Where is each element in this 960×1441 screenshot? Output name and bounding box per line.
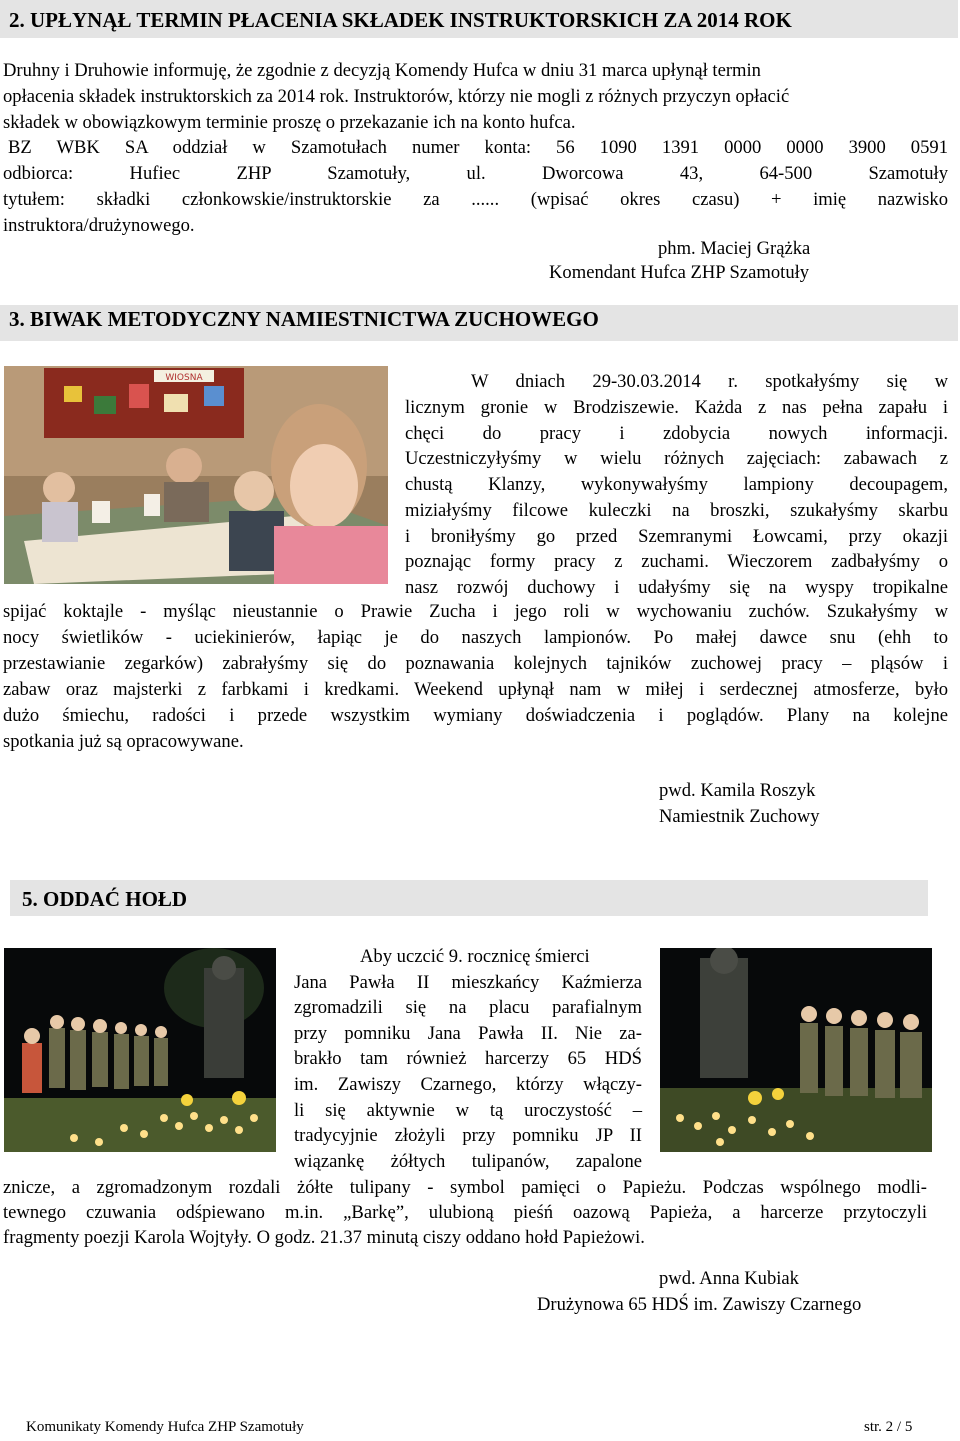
section-2-recipient-line: odbiorca: Hufiec ZHP Szamotuły, ul. Dworcowa 43, 64-500 Szamotuły [3, 163, 948, 184]
section-2-line-3: składek w obowiązkowym terminie proszę o przekazanie ich na konto hufca. [3, 112, 576, 133]
section-5-center-line-1: Aby uczcić 9. rocznicę śmierci [360, 946, 590, 967]
section-3-side-line-5: chustą Klanzy, wykonywałyśmy lampiony decoupagem, [405, 474, 948, 495]
workshop-photo [4, 366, 388, 584]
section-3-side-line-7: i broniłyśmy go przed Szemranymi Łowcami, przy okazji [405, 526, 948, 547]
section-2-line-1: Druhny i Druhowie informuję, że zgodnie z decyzją Komendy Hufca w dniu 31 marca upłynął termin [3, 60, 761, 81]
section-5-center-line-6: im. Zawiszy Czarnego, którzy włączy- [294, 1074, 642, 1095]
section-5-signature-name: pwd. Anna Kubiak [659, 1268, 799, 1289]
section-3-full-line-3: przestawianie zegarków) zabrałyśmy się do poznawania kolejnych tajników zuchowej pracy – pląsów i [3, 653, 948, 674]
section-3-full-line-5: dużo śmiechu, radości i przede wszystkim wymiany doświadczenia i poglądów. Plany na kolejne [3, 705, 948, 726]
section-5-center-line-2: Jana Pawła II mieszkańcy Kaźmierza [294, 972, 642, 993]
section-5-center-line-5: brakło tam również harcerzy 65 HDŚ [294, 1048, 642, 1069]
section-3-full-line-1: spijać koktajle - myśląc nieustannie o Prawie Zucha i jego roli w wychowaniu zuchów. Szukałyśmy w [3, 601, 948, 622]
wiosna-sign: WIOSNA [165, 373, 203, 383]
section-3-full-line-6: spotkania już są opracowywane. [3, 731, 244, 752]
section-3-side-line-6: miziałyśmy filcowe kuleczki na broszki, szukałyśmy skarbu [405, 500, 948, 521]
section-3-side-line-3: chęci do pracy i zdobycia nowych informacji. [405, 423, 948, 444]
section-3-signature-name: pwd. Kamila Roszyk [659, 780, 816, 801]
vigil-photo-left [4, 948, 276, 1152]
section-2-line-2: opłacenia składek instruktorskich za 2014 rok. Instruktorów, którzy nie mogli z różnych przyczyn opłacić [3, 86, 790, 107]
section-3-side-line-2: licznym gronie w Brodziszewie. Każda z nas pełna zapału i [405, 397, 948, 418]
section-2-signature-role: Komendant Hufca ZHP Szamotuły [549, 262, 810, 283]
section-3-full-line-4: zabaw oraz majsterki z farbkami i kredkami. Weekend upłynął nam w miłej i serdecznej atmosferze, było [3, 679, 948, 700]
section-2-line-7: instruktora/drużynowego. [3, 215, 195, 236]
section-5-center-line-8: tradycyjnie złożyli przy pomniku JP II [294, 1125, 642, 1146]
section-5-center-line-7: li się aktywnie w tą uroczystość – [294, 1100, 642, 1121]
section-5-full-line-3: fragmenty poezji Karola Wojtyły. O godz. 21.37 minutą ciszy oddano hołd Papieżowi. [3, 1227, 645, 1248]
section-3-side-line-9: nasz rozwój duchowy i udałyśmy się na wyspy tropikalne [405, 577, 948, 598]
vigil-photo-right [660, 948, 932, 1152]
section-2-account-line: BZ WBK SA oddział w Szamotułach numer konta: 56 1090 1391 0000 0000 3900 0591 [8, 137, 948, 158]
section-3-signature-role: Namiestnik Zuchowy [659, 806, 820, 827]
section-3-side-line-1-text: W dniach 29-30.03.2014 r. spotkałyśmy się w [471, 371, 948, 392]
section-2-title-line: tytułem: składki członkowskie/instruktorskie za ...... (wpisać okres czasu) + imię nazwisko [3, 189, 948, 210]
section-5-full-line-1: znicze, a zgromadzonym rozdali żółte tulipany - symbol pamięci o Papieżu. Podczas wspólnego modli- [3, 1177, 927, 1198]
footer-page-number: str. 2 / 5 [864, 1419, 913, 1435]
section-5-full-line-2: tewnego czuwania odśpiewano m.in. „Barkę”, ulubioną pieśń oazową Papieża, a harcerze przytoczyli [3, 1202, 927, 1223]
section-3-title: 3. BIWAK METODYCZNY NAMIESTNICTWA ZUCHOWEGO [9, 307, 599, 331]
footer-left: Komunikaty Komendy Hufca ZHP Szamotuły [26, 1419, 304, 1435]
section-3-side-line-1 [405, 371, 948, 393]
section-2-title: 2. UPŁYNĄŁ TERMIN PŁACENIA SKŁADEK INSTRUKTORSKICH ZA 2014 ROK [9, 8, 792, 32]
section-3-side-line-8: poznając formy pracy z zuchami. Wieczorem zadbałyśmy o [405, 551, 948, 572]
section-5-center-line-4: przy pomniku Jana Pawła II. Nie za- [294, 1023, 642, 1044]
section-3-side-line-4: Uczestniczyłyśmy w wielu różnych zajęciach: zabawach z [405, 448, 948, 469]
section-5-center-line-3: zgromadzili się na placu parafialnym [294, 997, 642, 1018]
section-2-signature-name: phm. Maciej Grążka [658, 238, 811, 259]
section-3-full-line-2: nocy świetlików - uciekinierów, łapiąc je do naszych lampionów. Po małej dawce snu (ehh to [3, 627, 948, 648]
section-5-signature-role: Drużynowa 65 HDŚ im. Zawiszy Czarnego [537, 1294, 862, 1315]
section-5-title: 5. ODDAĆ HOŁD [22, 887, 188, 911]
section-5-center-line-9: wiązankę żółtych tulipanów, zapalone [294, 1151, 642, 1172]
